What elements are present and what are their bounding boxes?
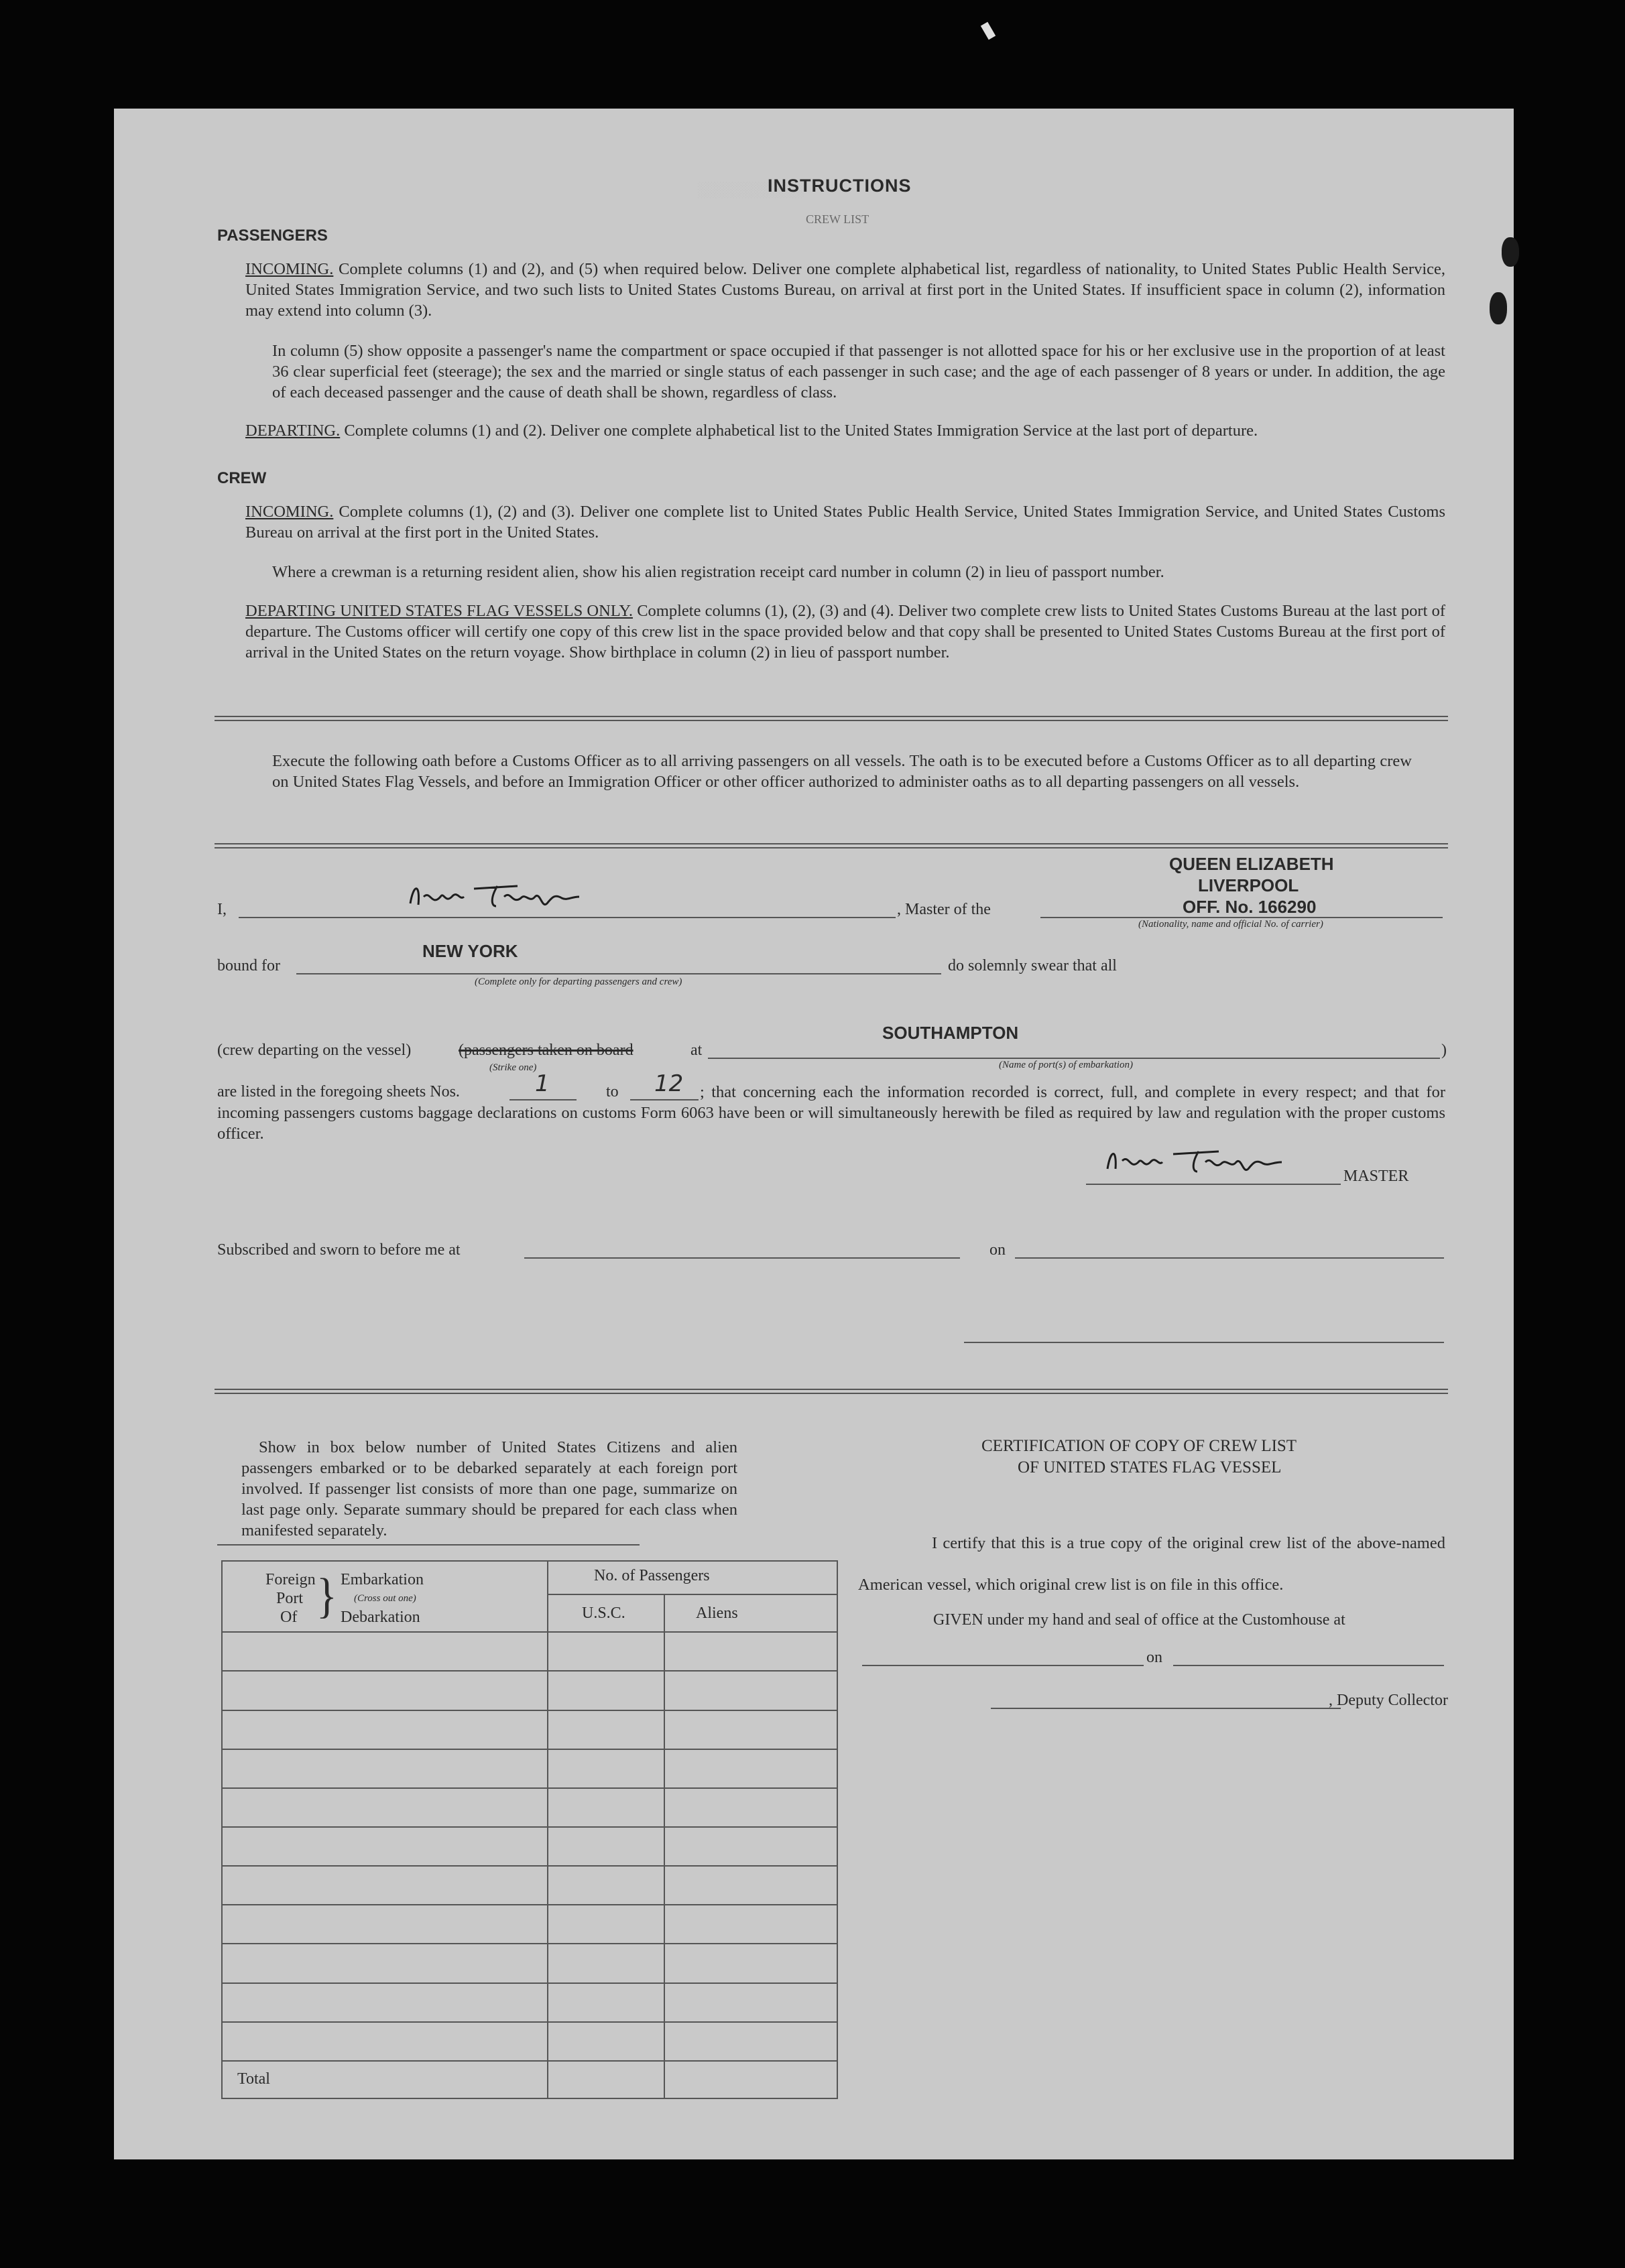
subscribed-on-text: on [989,1241,1006,1259]
swear-text: do solemnly swear that all [948,957,1117,974]
subscribed-date-line [1015,1257,1444,1259]
port-close-paren: ) [1441,1042,1447,1059]
embarkation-port: SOUTHAMPTON [882,1023,1019,1043]
summary-total-row [222,2061,837,2098]
crew-departing-label: DEPARTING UNITED STATES FLAG VESSELS ONLY. [245,602,633,620]
deputy-collector-line [991,1708,1341,1709]
crew-incoming-text: Complete columns (1), (2) and (3). Deliver one complete list to United States Public Health Service, United States Immigration Service, and United States Customs Bureau on arrival at the first port in the United States. [245,503,1445,542]
col-debark: Debarkation [341,1609,420,1627]
passengers-departing-paragraph [245,420,1445,441]
deputy-collector-label: , Deputy Collector [1329,1692,1448,1709]
passenger-summary-table [221,1560,838,2099]
oath-divider [215,843,1448,848]
crew-incoming-label: INCOMING. [245,503,334,521]
crew-departing-text: Complete columns (1), (2), (3) and (4). Deliver two complete crew lists to United States Customs Bureau at the last port of departure. The Customs officer will certify one copy of this crew list in the space provided below and that copy shall be presented to United States Customs Bureau at the first port of arrival in the United States on the return voyage. Show birthplace in column (2) in lieu of passport number. [245,602,1445,662]
summary-instruction: Show in box below number of United States Citizens and alien passengers embarked or to be debarked separately at each foreign port involved. If passenger list consists of more than one page, summarize on last page only. Separate summary should be prepared for each class when manifested separately. [241,1438,737,1539]
officer-line-1 [964,1342,1444,1343]
summary-row [222,1710,837,1749]
punch-mark [981,22,996,40]
section-divider [215,716,1448,721]
crew-heading: CREW [217,469,267,487]
passengers-heading: PASSENGERS [217,227,328,245]
summary-divider [215,1389,1448,1394]
master-signature-1 [404,877,585,917]
to-text: to [606,1083,619,1100]
passengers-struck-text: (passengers taken on board [459,1042,634,1059]
col-passengers: No. of Passengers [594,1567,710,1585]
document-page [114,109,1514,2159]
vessel-official-number: OFF. No. 166290 [1183,897,1317,917]
summary-row [222,1632,837,1671]
sheet-from-value: 1 [535,1070,550,1097]
ink-blot [1502,237,1519,267]
master-name-line [239,917,896,918]
sheet-to-value: 12 [654,1070,684,1097]
col-embark: Embarkation [341,1571,424,1589]
master-signature-line [1086,1184,1341,1185]
bound-for-value: NEW YORK [422,941,518,961]
oath-master-of: , Master of the [897,901,991,918]
strike-caption: (Strike one) [489,1062,537,1073]
passengers-departing-text: Complete columns (1) and (2). Deliver one complete alphabetical list to the United States Immigration Service at the last port of departure. [344,422,1258,440]
summary-underline [217,1544,640,1546]
ink-blot [1490,292,1507,324]
summary-row [222,1671,837,1710]
listed-text: are listed in the foregoing sheets Nos. [217,1083,460,1100]
bleed-through-text: ░░░░░░░░░░░░ [697,182,804,199]
passengers-column5-paragraph: In column (5) show opposite a passenger's name the compartment or space occupied if that passenger is not allotted space for his or her exclusive use in the proportion of at least 36 clear superficial feet (steerage); the sex and the married or single status of each passenger in such case; and the age of each passenger of 8 years or under. In addition, the age of each deceased passenger and the cause of death shall be shown, regardless of class. [272,342,1445,401]
passengers-incoming-label: INCOMING. [245,260,334,278]
subscribed-text: Subscribed and sworn to before me at [217,1241,461,1259]
page-title: INSTRUCTIONS [768,176,912,196]
bound-for-caption: (Complete only for departing passengers and crew) [475,976,682,987]
concerning-paragraph [217,1082,1445,1144]
col-foreign-2: Port [276,1590,304,1608]
bound-for-line [296,973,941,974]
oath-i-label: I, [217,901,227,918]
summary-row [222,2022,837,2061]
summary-row [222,1905,837,1944]
at-text: at [690,1042,703,1059]
vessel-port: LIVERPOOL [1198,875,1299,895]
crew-departing-paragraph [245,601,1445,663]
vessel-name: QUEEN ELIZABETH [1169,854,1334,874]
bound-for-label: bound for [217,957,280,974]
crew-departing-text: (crew departing on the vessel) [217,1042,412,1059]
port-caption: (Name of port(s) of embarkation) [999,1060,1133,1070]
vessel-caption: (Nationality, name and official No. of carrier) [1138,919,1323,930]
total-label: Total [237,2070,270,2088]
col-usc: U.S.C. [582,1604,625,1623]
master-label: MASTER [1343,1168,1409,1185]
summary-row [222,1788,837,1827]
crew-incoming-paragraph [245,501,1445,543]
summary-row [222,1749,837,1788]
master-signature-2 [1101,1141,1288,1181]
col-foreign-3: Of [280,1609,298,1627]
passengers-incoming-paragraph [245,259,1445,321]
summary-row [222,1827,837,1866]
page-subtitle: CREW LIST [806,212,869,226]
certification-text: I certify that this is a true copy of the original crew list of the above-named American vessel, which original crew list is on file in this office. [858,1534,1445,1594]
col-aliens: Aliens [696,1604,738,1623]
oath-intro-paragraph: Execute the following oath before a Customs Officer as to all arriving passengers on all vessels. The oath is to be executed before a Customs Officer as to all departing crew on United States Flag Vessels, and before an Immigration Officer or other officer authorized to administer oaths as to all departing passengers on all vessels. [272,752,1412,791]
summary-row [222,1866,837,1905]
col-cross: (Cross out one) [354,1593,416,1604]
certification-given-text: GIVEN under my hand and seal of office at the Customhouse at [933,1611,1345,1629]
certification-on-text: on [1146,1649,1162,1666]
passengers-incoming-text: Complete columns (1) and (2), and (5) when required below. Deliver one complete alphabetical list, regardless of nationality, to United States Public Health Service, United States Immigration Service, and two such lists to United States Customs Bureau, on arrival at first port in the United States. If insufficient space in column (2), information may extend into column (3). [245,260,1446,320]
crew-resident-paragraph: Where a crewman is a returning resident alien, show his alien registration receipt card number in column (2) in lieu of passport number. [272,563,1164,581]
summary-row [222,1983,837,2022]
subscribed-place-line [524,1257,960,1259]
col-foreign-1: Foreign [265,1571,316,1589]
customhouse-line [862,1665,1144,1666]
brace-icon: } [316,1568,337,1623]
certification-title-2: OF UNITED STATES FLAG VESSEL [1018,1458,1282,1476]
certification-date-line [1173,1665,1444,1666]
passengers-departing-label: DEPARTING. [245,422,341,440]
summary-row [222,1944,837,1982]
certification-title-1: CERTIFICATION OF COPY OF CREW LIST [981,1437,1297,1455]
concerning-text: ; that concerning each the information recorded is correct, full, and complete in every respect; and that for incoming passengers customs baggage declarations on customs Form 6063 have been or will simultaneously herewith be filed as required by law and regulation with the proper customs officer. [217,1083,1445,1143]
